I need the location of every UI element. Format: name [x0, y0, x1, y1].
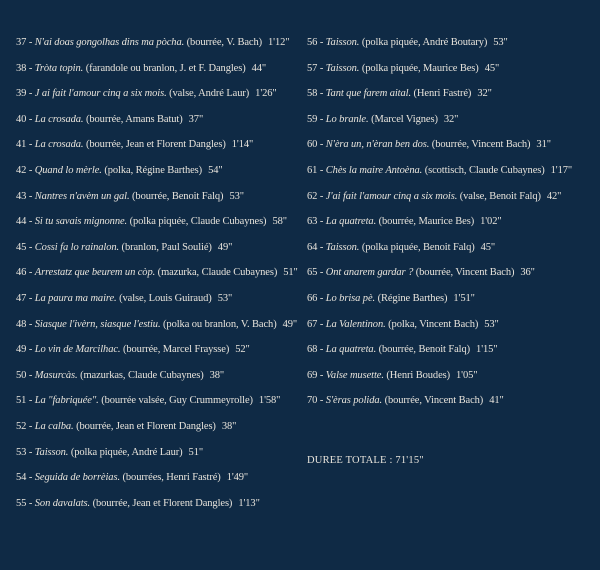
track-entry — [307, 139, 597, 165]
track-number: 57 - — [307, 62, 324, 74]
track-info: (bourrée, Marcel Fraysse) — [122, 344, 230, 356]
track-number: 40 - — [16, 113, 33, 125]
track-number: 60 - — [307, 139, 324, 151]
track-title: Nantres n'avèm un gal. — [34, 190, 130, 202]
track-info: (bourrée, Maurice Bes) — [378, 216, 475, 228]
track-info: (polka ou branlon, V. Bach) — [163, 318, 277, 330]
track-title: Taisson. — [325, 37, 360, 48]
track-info: (bourrée, Vincent Bach) — [431, 139, 531, 151]
track-info: (valse, André Laur) — [169, 88, 250, 100]
track-info: (mazurkas, Claude Cubaynes) — [80, 369, 204, 381]
track-title: Taisson. — [325, 241, 360, 253]
track-duration: 38" — [209, 369, 225, 381]
track-number: 55 - — [16, 497, 33, 509]
track-number: 67 - — [307, 318, 324, 330]
track-title: Masurcàs. — [34, 369, 78, 381]
track-entry — [16, 319, 306, 345]
track-info: (mazurka, Claude Cubaynes) — [157, 267, 278, 279]
track-number: 49 - — [16, 344, 33, 356]
track-duration: 31" — [536, 139, 551, 151]
track-title: Si tu savais mignonne. — [34, 216, 128, 228]
track-number: 53 - — [16, 446, 33, 458]
total-duration: DUREE TOTALE : 71'15" — [307, 455, 424, 466]
track-title: J'ai fait l'amour cinq a six mois. — [325, 190, 458, 202]
track-entry — [307, 370, 597, 396]
track-info: (bourrée, Vincent Bach) — [415, 267, 515, 279]
track-duration: 51" — [188, 446, 204, 458]
track-duration: 36" — [520, 267, 535, 279]
track-info: (polka piquée, André Boutary) — [361, 37, 488, 48]
track-title: Quand lo mèrle. — [34, 164, 102, 176]
track-title: Lo branle. — [325, 113, 369, 125]
track-info: (bourrée, Vincent Bach) — [384, 395, 484, 407]
track-info: (Régine Barthes) — [377, 292, 448, 304]
track-number: 47 - — [16, 292, 33, 304]
track-number: 39 - — [16, 88, 33, 100]
track-info: (bourrée, Jean et Florent Dangles) — [76, 420, 216, 432]
track-title: La paura ma maire. — [34, 292, 117, 304]
track-entry — [16, 165, 306, 191]
track-info: (Henri Boudes) — [386, 369, 451, 381]
track-entry — [307, 216, 597, 242]
track-duration: 49" — [217, 241, 233, 253]
track-entry — [307, 344, 597, 370]
track-entry — [16, 370, 306, 396]
track-number: 65 - — [307, 267, 324, 279]
track-info: (polka piquée, Maurice Bes) — [361, 62, 479, 74]
track-title: Cossi fa lo rainalon. — [34, 241, 120, 253]
track-duration: 1'26" — [255, 88, 277, 100]
track-title: N'ai doas gongolhas dins ma pòcha. — [34, 37, 185, 48]
track-title: La quatreta. — [325, 344, 377, 356]
track-info: (polka piquée, Benoit Falq) — [361, 241, 475, 253]
tracklist-right-column — [307, 37, 597, 421]
track-duration: 41" — [489, 395, 504, 407]
track-number: 56 - — [307, 37, 324, 48]
track-number: 68 - — [307, 344, 324, 356]
track-duration: 32" — [443, 113, 459, 125]
track-entry — [16, 63, 306, 89]
track-duration: 53" — [229, 190, 244, 202]
track-title: La calba. — [34, 420, 74, 432]
track-number: 37 - — [16, 37, 33, 48]
track-entry — [307, 267, 597, 293]
track-entry — [16, 447, 306, 473]
track-duration: 53" — [493, 37, 508, 48]
track-entry — [16, 139, 306, 165]
track-number: 50 - — [16, 369, 33, 381]
track-title: Tant que farem aital. — [325, 88, 411, 100]
track-entry — [307, 191, 597, 217]
track-duration: 45" — [484, 62, 500, 74]
track-title: Lo brisa pè. — [325, 292, 376, 304]
track-number: 69 - — [307, 369, 324, 381]
track-title: Valse musette. — [325, 369, 384, 381]
track-number: 62 - — [307, 190, 324, 202]
track-entry — [16, 216, 306, 242]
track-info: (bourrée, Amans Batut) — [85, 113, 183, 125]
track-info: (valse, Louis Guiraud) — [119, 292, 212, 304]
tracklist-left-column — [16, 37, 306, 523]
track-title: Son davalats. — [34, 497, 91, 509]
track-info: (Henri Fastré) — [413, 88, 472, 100]
track-number: 45 - — [16, 241, 33, 253]
track-duration: 1'51" — [453, 292, 475, 304]
track-info: (bourrée valsée, Guy Crummeyrolle) — [101, 395, 253, 407]
track-info: (bourrées, Henri Fastré) — [122, 472, 221, 484]
track-title: La crosada. — [34, 113, 84, 125]
track-title: S'èras polida. — [325, 395, 383, 407]
track-info: (bourrée, Jean et Florent Dangles) — [85, 139, 226, 151]
track-entry — [16, 242, 306, 268]
track-duration: 51" — [283, 267, 298, 279]
track-info: (scottisch, Claude Cubaynes) — [424, 164, 545, 176]
track-entry — [307, 37, 597, 63]
track-entry — [16, 293, 306, 319]
track-number: 51 - — [16, 395, 33, 407]
track-number: 44 - — [16, 216, 33, 228]
track-duration: 1'58" — [258, 395, 281, 407]
track-number: 48 - — [16, 318, 33, 330]
track-number: 41 - — [16, 139, 33, 151]
track-info: (valse, Benoit Falq) — [459, 190, 541, 202]
track-info: (polka, Vincent Bach) — [388, 318, 479, 330]
track-entry — [307, 395, 597, 421]
track-duration: 1'14" — [231, 139, 254, 151]
track-duration: 1'13" — [238, 497, 260, 509]
track-entry — [16, 344, 306, 370]
track-title: N'èra un, n'èran ben dos. — [325, 139, 430, 151]
track-entry — [307, 242, 597, 268]
track-title: Lo vin de Marcilhac. — [34, 344, 121, 356]
track-title: J ai fait l'amour cinq a six mois. — [34, 88, 167, 100]
track-title: Taisson. — [325, 62, 360, 74]
track-duration: 45" — [480, 241, 496, 253]
track-title: Chès la maire Antoèna. — [325, 164, 423, 176]
track-duration: 42" — [546, 190, 562, 202]
track-duration: 38" — [221, 420, 237, 432]
track-info: (farandole ou branlon, J. et F. Dangles) — [85, 62, 246, 74]
track-entry — [16, 37, 306, 63]
track-info: (polka piquée, André Laur) — [70, 446, 183, 458]
track-title: La quatreta. — [325, 216, 377, 228]
track-duration: 37" — [188, 113, 204, 125]
track-number: 43 - — [16, 190, 33, 202]
track-number: 61 - — [307, 164, 324, 176]
track-title: Arrestatz que beurem un còp. — [34, 267, 156, 279]
track-title: La "fabriquée". — [34, 395, 99, 407]
track-duration: 44" — [251, 62, 267, 74]
track-duration: 1'15" — [476, 344, 498, 356]
track-entry — [16, 395, 306, 421]
track-number: 58 - — [307, 88, 324, 100]
track-info: (bourrée, Jean et Florent Dangles) — [92, 497, 233, 509]
track-title: Tròta topin. — [34, 62, 84, 74]
track-title: La crosada. — [34, 139, 84, 151]
track-duration: 1'12" — [268, 37, 290, 48]
track-info: (polka, Régine Barthes) — [104, 164, 203, 176]
track-entry — [16, 267, 306, 293]
track-info: (polka piquée, Claude Cubaynes) — [129, 216, 267, 228]
track-number: 63 - — [307, 216, 324, 228]
track-info: (bourrée, Benoit Falq) — [378, 344, 471, 356]
track-duration: 53" — [484, 318, 499, 330]
track-number: 46 - — [16, 267, 33, 279]
track-duration: 52" — [235, 344, 250, 356]
track-title: Ont anarem gardar ? — [325, 267, 414, 279]
track-duration: 1'17" — [550, 164, 573, 176]
track-duration: 1'49" — [226, 472, 249, 484]
track-number: 70 - — [307, 395, 324, 407]
track-duration: 1'02" — [480, 216, 502, 228]
track-number: 42 - — [16, 164, 33, 176]
track-duration: 1'05" — [456, 369, 478, 381]
track-entry — [16, 191, 306, 217]
track-duration: 54" — [208, 164, 223, 176]
track-number: 54 - — [16, 472, 33, 484]
track-duration: 53" — [217, 292, 233, 304]
track-info: (bourrée, Benoit Falq) — [132, 190, 224, 202]
track-entry — [307, 293, 597, 319]
track-title: Seguida de borrèias. — [34, 472, 120, 484]
track-info: (branlon, Paul Soulié) — [121, 241, 212, 253]
track-entry — [307, 319, 597, 345]
track-entry — [16, 472, 306, 498]
track-title: Siasque l'ivèrn, siasque l'estiu. — [34, 318, 161, 330]
track-number: 38 - — [16, 62, 33, 74]
track-number: 52 - — [16, 420, 33, 432]
track-entry — [16, 114, 306, 140]
track-number: 66 - — [307, 292, 324, 304]
track-entry — [16, 421, 306, 447]
track-entry — [307, 88, 597, 114]
track-entry — [16, 498, 306, 524]
track-entry — [16, 88, 306, 114]
track-entry — [307, 114, 597, 140]
track-number: 64 - — [307, 241, 324, 253]
track-number: 59 - — [307, 113, 324, 125]
track-info: (Marcel Vignes) — [371, 113, 438, 125]
track-duration: 49" — [282, 318, 298, 330]
track-entry — [307, 165, 597, 191]
track-duration: 58" — [272, 216, 287, 228]
track-title: Taisson. — [34, 446, 69, 458]
track-title: La Valentinon. — [325, 318, 386, 330]
track-duration: 32" — [477, 88, 492, 100]
track-info: (bourrée, V. Bach) — [186, 37, 263, 48]
track-entry — [307, 63, 597, 89]
